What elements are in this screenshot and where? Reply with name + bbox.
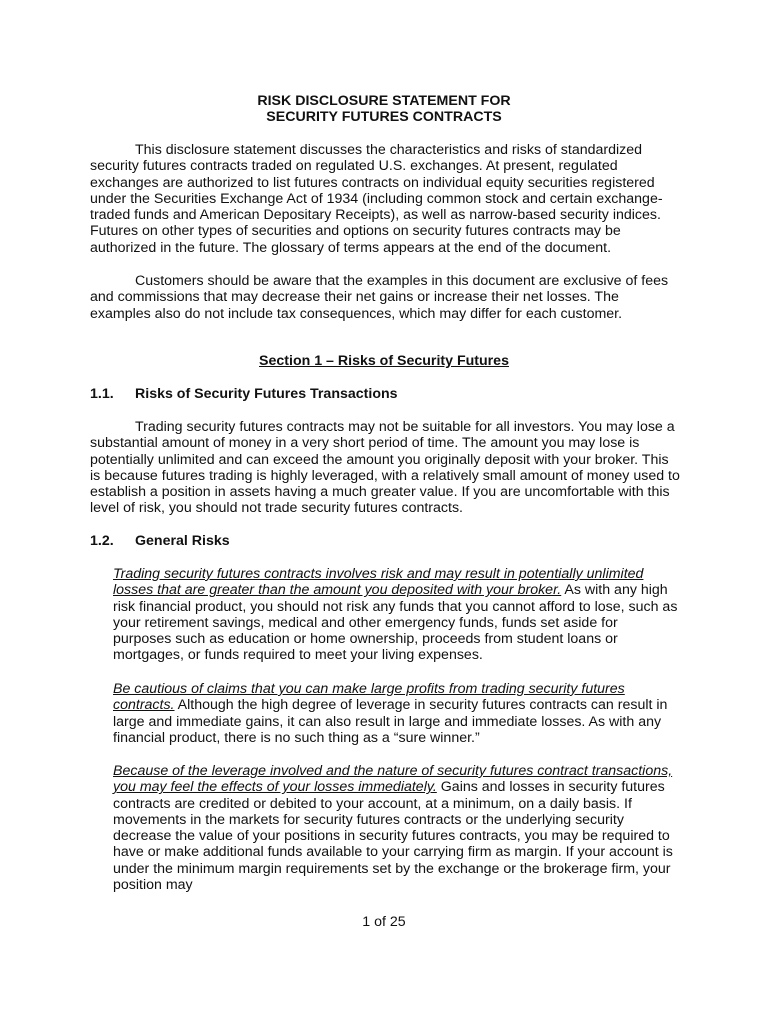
subsection-1-1-title: Risks of Security Futures Transactions: [135, 386, 398, 402]
page-number: 1 of 25: [362, 914, 406, 930]
subsection-1-1-number: 1.1.: [90, 386, 114, 402]
subsection-1-2-title: General Risks: [135, 533, 230, 549]
section-1-heading: Section 1 – Risks of Security Futures: [259, 353, 509, 369]
intro-paragraph-1: This disclosure statement discusses the characteristics and risks of standardized security futures contracts traded on regulated U.S. exchanges. At present, regulated exchanges are authorized to list futures contracts on individual equity securities registered under the Securities Exchange Act of 1934 (including common stock and certain exchange-traded funds and American Depositary Receipts), as well as narrow-based security indices. Futures on other types of securities and options on security futures contracts may be authorized in the future. The glossary of terms appears at the end of the document.: [90, 142, 663, 256]
title-line-2: SECURITY FUTURES CONTRACTS: [266, 109, 502, 126]
subsection-1-1-paragraph: Trading security futures contracts may not be suitable for all investors. You may lose a substantial amount of money in a very short period of time. The amount you may lose is potentially unlimited and can exceed the amount you originally deposit with your broker. This is because futures trading is highly leveraged, with a relatively small amount of money used to establish a position in assets having a much greater value. If you are uncomfortable with this level of risk, you should not trade security futures contracts.: [90, 419, 680, 517]
subsection-1-2-heading: [90, 533, 230, 549]
general-risks-paragraph-2: [113, 681, 678, 746]
subsection-1-2-number: 1.2.: [90, 533, 114, 549]
title-line-1: RISK DISCLOSURE STATEMENT FOR: [257, 93, 511, 109]
subsection-1-1-heading: [90, 386, 398, 402]
document-title: [0, 93, 768, 126]
general-risks-paragraph-3-body: Gains and losses in security futures contracts are credited or debited to your account, at a minimum, on a daily basis. If movements in the markets for security futures contracts or the underlying security decrease the value of your positions in security futures contracts, you may be required to have or make additional funds available to your carrying firm as margin. If your account is under the minimum margin requirements set by the exchange or the brokerage firm, your position may: [113, 779, 673, 894]
general-risks-paragraph-1-body: As with any high risk financial product, you should not risk any funds that you cannot afford to lose, such as your retirement savings, medical and other emergency funds, funds set aside for purposes such as education or home ownership, proceeds from student loans or mortgages, or funds required to meet your living expenses.: [113, 582, 678, 664]
general-risks-paragraph-1-emphasis: Trading security futures contracts involves risk and may result in potentially unlimited losses that are greater than the amount you deposited with your broker.: [113, 566, 644, 599]
general-risks-paragraph-1: [113, 566, 678, 664]
general-risks-paragraph-3: [113, 763, 678, 893]
intro-paragraph-2: Customers should be aware that the examples in this document are exclusive of fees and commissions that may decrease their net gains or increase their net losses. The examples also do not include tax consequences, which may differ for each customer.: [90, 273, 669, 322]
general-risks-paragraph-3-emphasis: Because of the leverage involved and the nature of security futures contract transactions, you may feel the effects of your losses immediately.: [113, 763, 673, 796]
general-risks-paragraph-2-emphasis: Be cautious of claims that you can make large profits from trading security futures contracts.: [113, 681, 625, 714]
general-risks-paragraph-2-body: Although the high degree of leverage in security futures contracts can result in large and immediate gains, it can also result in large and immediate losses. As with any financial product, there is no such thing as a “sure winner.”: [113, 697, 668, 746]
